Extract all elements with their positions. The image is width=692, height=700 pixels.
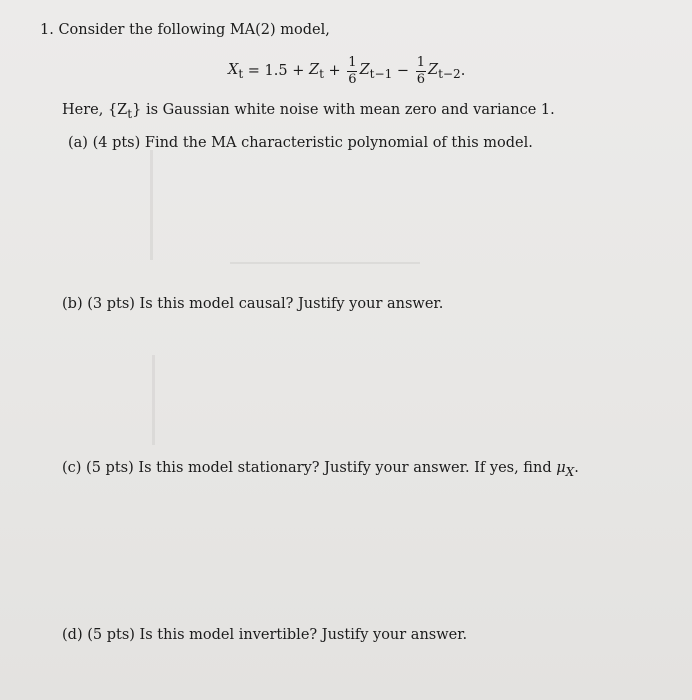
part-text: Is this model invertible? Justify your answer. [139, 627, 468, 643]
part-points: (5 pts) [86, 460, 134, 476]
ma2-model-formula [228, 50, 465, 92]
formula-minus: − [392, 63, 414, 79]
formula-fraction-1: $\frac{1}{6}$ [348, 54, 357, 87]
part-b-prompt [62, 296, 443, 313]
bleed-through-mark [150, 150, 153, 260]
part-a-prompt [68, 135, 533, 152]
part-text: Is this model stationary? Justify your answer. If yes, find [138, 460, 557, 476]
formula-z-t: $Z_t$ [308, 61, 324, 81]
formula-plus: + [323, 63, 346, 79]
formula-lhs: $X_t$ [228, 61, 244, 81]
formula-end: . [460, 63, 466, 79]
part-text: Find the MA characteristic polynomial of this model. [144, 135, 533, 151]
part-text: Is this model causal? Justify your answer. [139, 296, 444, 312]
formula-constant: = 1.5 + [243, 63, 309, 79]
formula-fraction-2: $\frac{1}{6}$ [416, 54, 425, 87]
part-d-prompt [62, 627, 467, 644]
part-math-mu: μ [556, 460, 566, 476]
bleed-through-mark [152, 355, 155, 445]
part-label: (a) [68, 135, 88, 151]
part-label: (b) [62, 296, 83, 312]
formula-z-t-minus-2: $Z_{t-2}$ [427, 61, 461, 81]
part-points: (3 pts) [87, 296, 135, 312]
part-c-prompt: (c) (5 pts) Is this model stationary? Justify your answer. If yes, find $\mu_X$. [62, 460, 579, 479]
noise-description: Here, $\{Z_t\}$ is Gaussian white noise with mean zero and variance 1. [62, 102, 555, 121]
part-points: (4 pts) [92, 135, 141, 151]
part-math-sub: X [565, 464, 575, 479]
question-title: Consider the following MA(2) model, [58, 22, 330, 38]
bleed-through-mark [230, 262, 420, 264]
question-heading [40, 22, 330, 39]
formula-z-t-minus-1: $Z_{t-1}$ [359, 61, 393, 81]
part-points: (5 pts) [87, 627, 135, 643]
part-label: (d) [62, 627, 83, 643]
question-number: 1. [40, 22, 54, 38]
part-label: (c) [62, 460, 82, 476]
